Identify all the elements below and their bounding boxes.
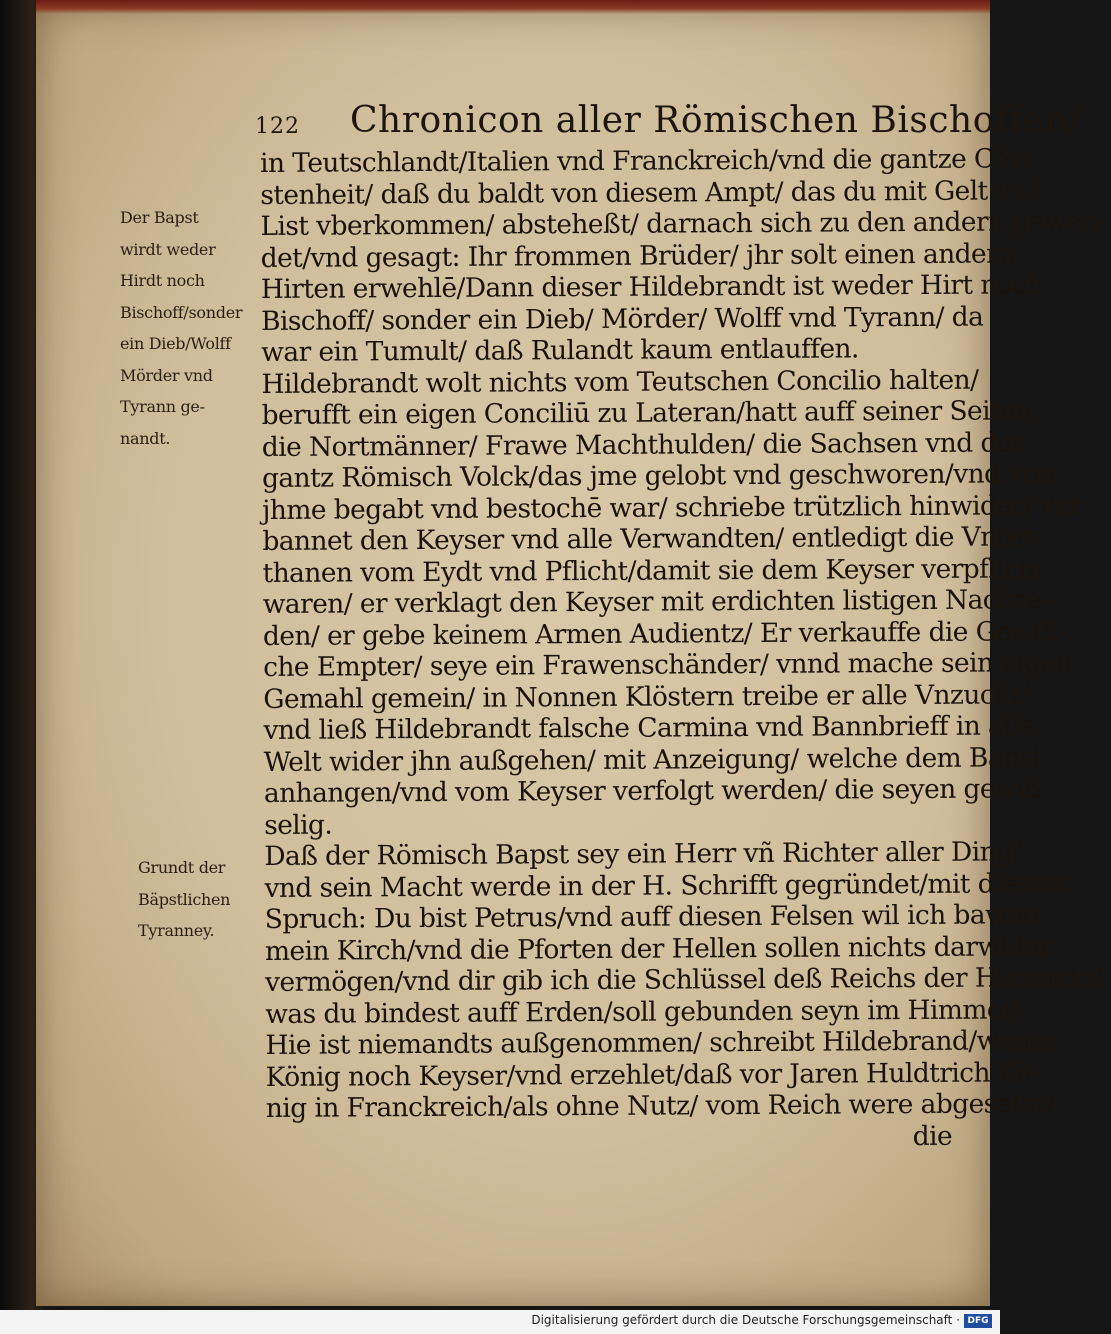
- running-title: Chronicon aller Römischen Bischoffen/: [350, 100, 1081, 141]
- margin-note-line: Bischoff/sonder: [120, 302, 243, 322]
- text-line: war ein Tumult/ daß Rulandt kaum entlauffen.: [261, 333, 859, 368]
- margin-note-pope-not-shepherd: [120, 206, 242, 458]
- margin-note-line: Hirdt noch: [120, 271, 205, 290]
- page-number: 122: [255, 114, 300, 139]
- text-line: vnd sein Macht werde in der H. Schrifft gegründet/mit diesem: [264, 867, 1070, 904]
- text-line: Hirten erwehlē/Dann dieser Hildebrandt ist weder Hirt noch: [260, 269, 1043, 305]
- page-top-edge: [36, 0, 990, 14]
- text-line: jhme begabt vnd bestochē war/ schriebe trützlich hinwider/ ver-: [262, 489, 1090, 526]
- text-line: nig in Franckreich/als ohne Nutz/ vom Reich were abgesetzt/: [265, 1088, 1054, 1124]
- margin-note-line: Der Bapst: [120, 208, 199, 227]
- text-line: det/vnd gesagt: Ihr frommen Brüder/ jhr solt einen andern: [260, 237, 1015, 274]
- text-line: mein Kirch/vnd die Pforten der Hellen sollen nichts darwider: [264, 930, 1051, 967]
- text-line: gantz Römisch Volck/das jme gelobt vnd geschworen/vnd von: [261, 458, 1055, 494]
- text-line: Welt wider jhn außgehen/ mit Anzeigung/ welche dem Bapst: [263, 741, 1043, 778]
- text-line: vnd ließ Hildebrandt falsche Carmina vnd Bannbrieff in alle: [263, 710, 1035, 746]
- text-line: vermögen/vnd dir gib ich die Schlüssel deß Reichs der Himmeln/: [265, 961, 1103, 998]
- margin-note-line: Grundt der: [138, 858, 226, 877]
- page-header: [255, 100, 1081, 146]
- text-line: in Teutschlandt/Italien vnd Franckreich/vnd die gantze Chri-: [260, 143, 1039, 179]
- text-line: Bischoff/ sonder ein Dieb/ Mörder/ Wolff vnd Tyrann/ da: [260, 301, 984, 337]
- margin-note-papal-tyranny: [138, 856, 230, 951]
- text-line: waren/ er verklagt den Keyser mit erdichten listigen Nachre-: [262, 584, 1050, 620]
- text-line: was du bindest auff Erden/soll gebunden seyn im Himmel/: [265, 993, 1019, 1030]
- margin-note-line: Tyrann ge-: [120, 397, 205, 416]
- margin-note-line: nandt.: [120, 428, 171, 448]
- text-line: die Nortmänner/ Frawe Machthulden/ die Sachsen vnd das: [261, 426, 1026, 463]
- margin-note-line: wirdt weder: [120, 239, 216, 259]
- text-line: Daß der Römisch Bapst sey ein Herr vñ Richter aller Ding/: [264, 836, 1021, 872]
- text-line: König noch Keyser/vnd erzehlet/daß vor Jaren Huldtrich Kö-: [265, 1056, 1041, 1093]
- text-line: berufft ein eigen Conciliū zu Lateran/hatt auff seiner Seiten: [261, 395, 1032, 431]
- margin-note-line: Tyranney.: [138, 921, 215, 940]
- text-line: stenheit/ daß du baldt von diesem Ampt/ das du mit Gelt vnd: [260, 174, 1043, 211]
- body-text: [260, 143, 1106, 1156]
- catchword: die: [912, 1120, 953, 1152]
- margin-note-line: ein Dieb/Wolff: [120, 334, 231, 353]
- margin-note-line: Bäpstlichen: [138, 889, 231, 909]
- text-line: Gemahl gemein/ in Nonnen Klöstern treibe er alle Vnzucht/: [263, 678, 1029, 715]
- text-line: den/ er gebe keinem Armen Audientz/ Er verkauffe die Geistli-: [262, 615, 1067, 652]
- text-line: Hie ist niemandts außgenommen/ schreibt Hildebrand/weder: [265, 1025, 1058, 1061]
- text-line: Spruch: Du bist Petrus/vnd auff diesen Felsen wil ich bawen: [264, 899, 1039, 935]
- text-line: List vberkommen/ absteheßt/ darnach sich zu den andern gewen-: [260, 205, 1106, 242]
- footer-credit: Digitalisierung gefördert durch die Deutsche Forschungsgemeinschaft ·: [531, 1313, 960, 1327]
- text-line: bannet den Keyser vnd alle Verwandten/ entledigt die Vnter-: [262, 521, 1043, 557]
- text-line: thanen vom Eydt vnd Pflicht/damit sie dem Keyser verpflicht: [262, 552, 1045, 589]
- text-line: anhangen/vnd vom Keyser verfolgt werden/ die seyen gewiß: [263, 773, 1043, 809]
- text-line: che Empter/ seye ein Frawenschänder/ vnnd mache sein eigen: [263, 647, 1073, 683]
- text-line: selig.: [264, 809, 333, 841]
- text-line: Hildebrandt wolt nichts vom Teutschen Concilio halten/: [261, 364, 979, 400]
- margin-note-line: Mörder vnd: [120, 365, 213, 385]
- dfg-logo-icon: DFG: [964, 1314, 992, 1328]
